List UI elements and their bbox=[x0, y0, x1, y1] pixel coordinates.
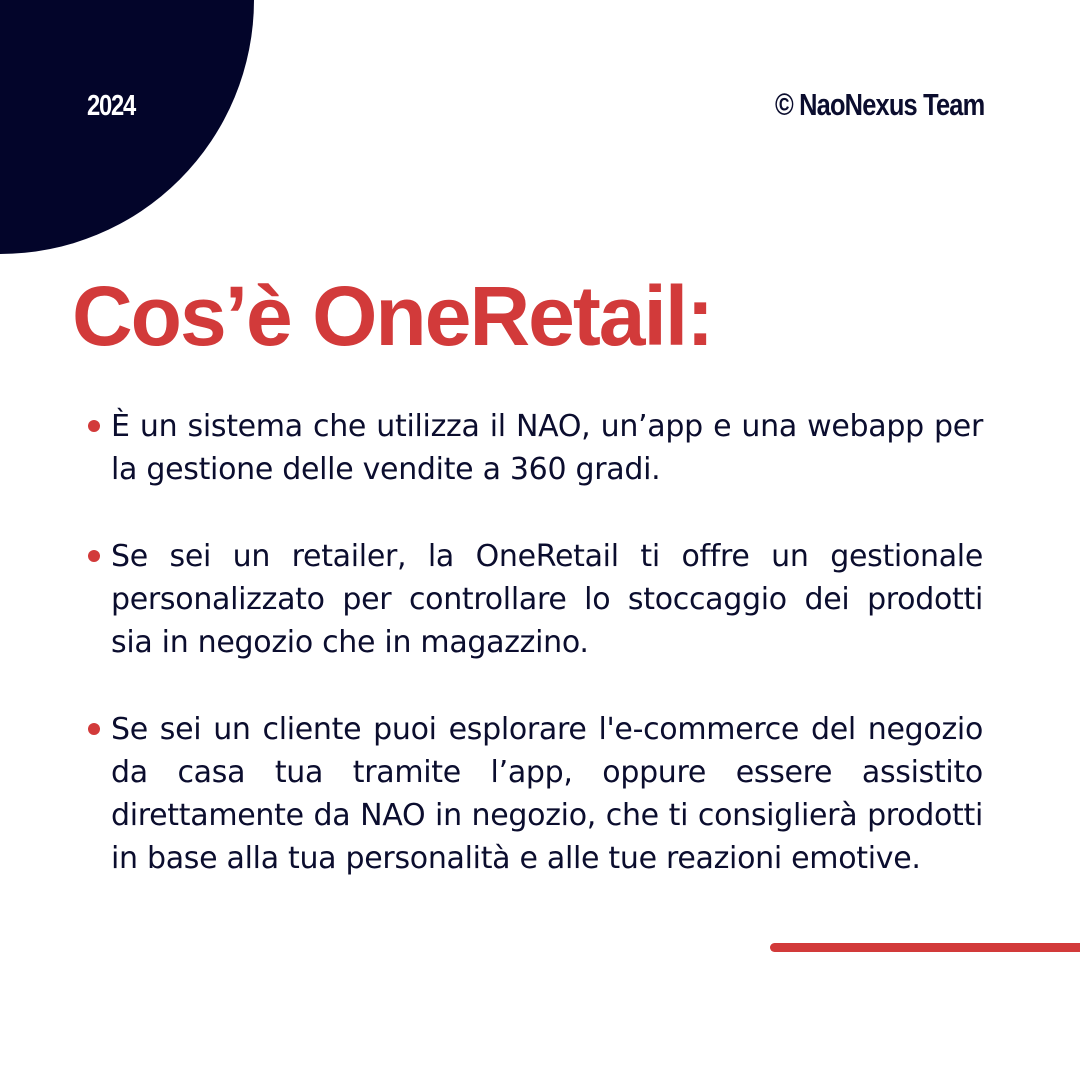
bullet-item-system bbox=[88, 405, 983, 491]
bullet-item-customer bbox=[88, 708, 983, 880]
bullet-dot-icon bbox=[88, 420, 100, 432]
page-title: Cos’è OneRetail: bbox=[72, 269, 713, 363]
bullet-item-retailer bbox=[88, 535, 983, 664]
accent-line-decoration bbox=[770, 943, 1080, 952]
bullet-text: È un sistema che utilizza il NAO, un’app e una webapp per la gestione delle vendite a 360 gradi. bbox=[111, 409, 983, 487]
bullet-dot-icon bbox=[88, 723, 100, 735]
bullet-text: Se sei un cliente puoi esplorare l'e-commerce del negozio da casa tua tramite l’app, oppure essere assistito direttamente da NAO in negozio, che ti consiglierà prodotti in base alla tua personalità e alle tue reazioni emotive. bbox=[111, 712, 983, 876]
year-label: 2024 bbox=[87, 90, 135, 122]
credit-label: © NaoNexus Team bbox=[774, 87, 984, 122]
bullet-text: Se sei un retailer, la OneRetail ti offre un gestionale personalizzato per controllare lo stoccaggio dei prodotti sia in negozio che in magazzino. bbox=[111, 539, 983, 660]
bullet-dot-icon bbox=[88, 550, 100, 562]
corner-circle-decoration bbox=[0, 0, 254, 254]
bullet-list bbox=[88, 405, 983, 924]
